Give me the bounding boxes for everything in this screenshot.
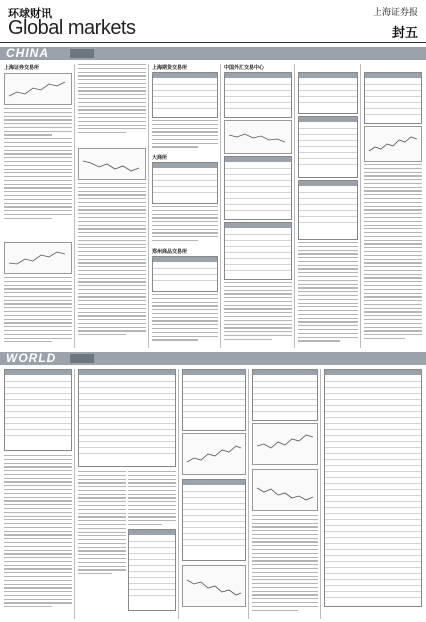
data-table [152, 162, 218, 204]
headline: 上海证券交易所 [4, 65, 40, 71]
column-5 [298, 64, 358, 348]
data-table [128, 529, 176, 611]
data-table [298, 72, 358, 114]
data-table [78, 369, 176, 467]
article-text [152, 120, 218, 150]
chart-box [252, 469, 318, 511]
article-text [78, 183, 146, 338]
chart-box [182, 565, 246, 607]
chart-box [224, 120, 292, 154]
line-chart [79, 149, 145, 179]
world-column-1 [4, 369, 72, 619]
column-divider [220, 64, 221, 348]
headline: 郑州商品交易所 [152, 249, 188, 255]
article-text [4, 108, 72, 221]
chart-box [4, 73, 72, 105]
china-band [0, 47, 426, 60]
column-divider [320, 369, 321, 619]
column-divider [248, 369, 249, 619]
headline: 上海期货交易所 [152, 65, 188, 71]
line-chart [253, 424, 317, 464]
column-divider [74, 369, 75, 619]
chart-box [78, 148, 146, 180]
line-chart [183, 566, 245, 606]
china-band-tag [70, 49, 94, 58]
chart-box [364, 126, 422, 162]
article-text [152, 294, 218, 343]
world-column-2 [78, 369, 176, 619]
line-chart [183, 434, 245, 474]
brand-name: 环球财讯 [8, 7, 52, 20]
data-table [224, 72, 292, 118]
column-divider [148, 64, 149, 348]
paper-name: 上海证券报 [372, 8, 418, 18]
article-text [4, 277, 72, 345]
line-chart [365, 127, 421, 161]
article-text [78, 471, 126, 577]
line-chart [225, 121, 291, 153]
data-table [152, 72, 218, 118]
data-table [298, 116, 358, 178]
chart-box [252, 423, 318, 465]
masthead [0, 0, 426, 43]
column-divider [360, 64, 361, 348]
data-table [4, 369, 72, 451]
data-table [224, 222, 292, 280]
line-chart [5, 243, 71, 273]
article-text [298, 242, 358, 344]
data-table [182, 479, 246, 561]
data-table [152, 256, 218, 292]
world-band-label: WORLD [6, 351, 57, 365]
column-divider [178, 369, 179, 619]
article-text [128, 471, 176, 528]
headline: 中国外汇交易中心 [224, 65, 265, 71]
data-table [224, 156, 292, 220]
world-column-3 [182, 369, 246, 619]
article-text [152, 206, 218, 244]
article-text [224, 282, 292, 343]
section-title: Global markets [8, 17, 136, 39]
data-table [182, 369, 246, 431]
article-text [4, 455, 72, 610]
china-band-label: CHINA [6, 46, 49, 60]
article-text [78, 64, 146, 136]
column-6 [364, 64, 422, 348]
world-column-5 [324, 369, 422, 619]
column-divider [74, 64, 75, 348]
chart-box [4, 242, 72, 274]
data-table [298, 180, 358, 240]
page-number: 封五 [391, 26, 418, 41]
column-4 [224, 64, 292, 348]
data-table [324, 369, 422, 607]
headline: 大商所 [152, 155, 168, 161]
column-2 [78, 64, 146, 348]
column-divider [294, 64, 295, 348]
world-band-tag [70, 354, 94, 363]
article-text [364, 164, 422, 342]
chart-box [182, 433, 246, 475]
line-chart [5, 74, 71, 104]
data-table [252, 369, 318, 421]
column-1 [4, 64, 72, 348]
data-table [364, 72, 422, 124]
world-band [0, 352, 426, 365]
world-column-4 [252, 369, 318, 619]
column-3 [152, 64, 218, 348]
line-chart [253, 470, 317, 510]
article-text [252, 515, 318, 613]
